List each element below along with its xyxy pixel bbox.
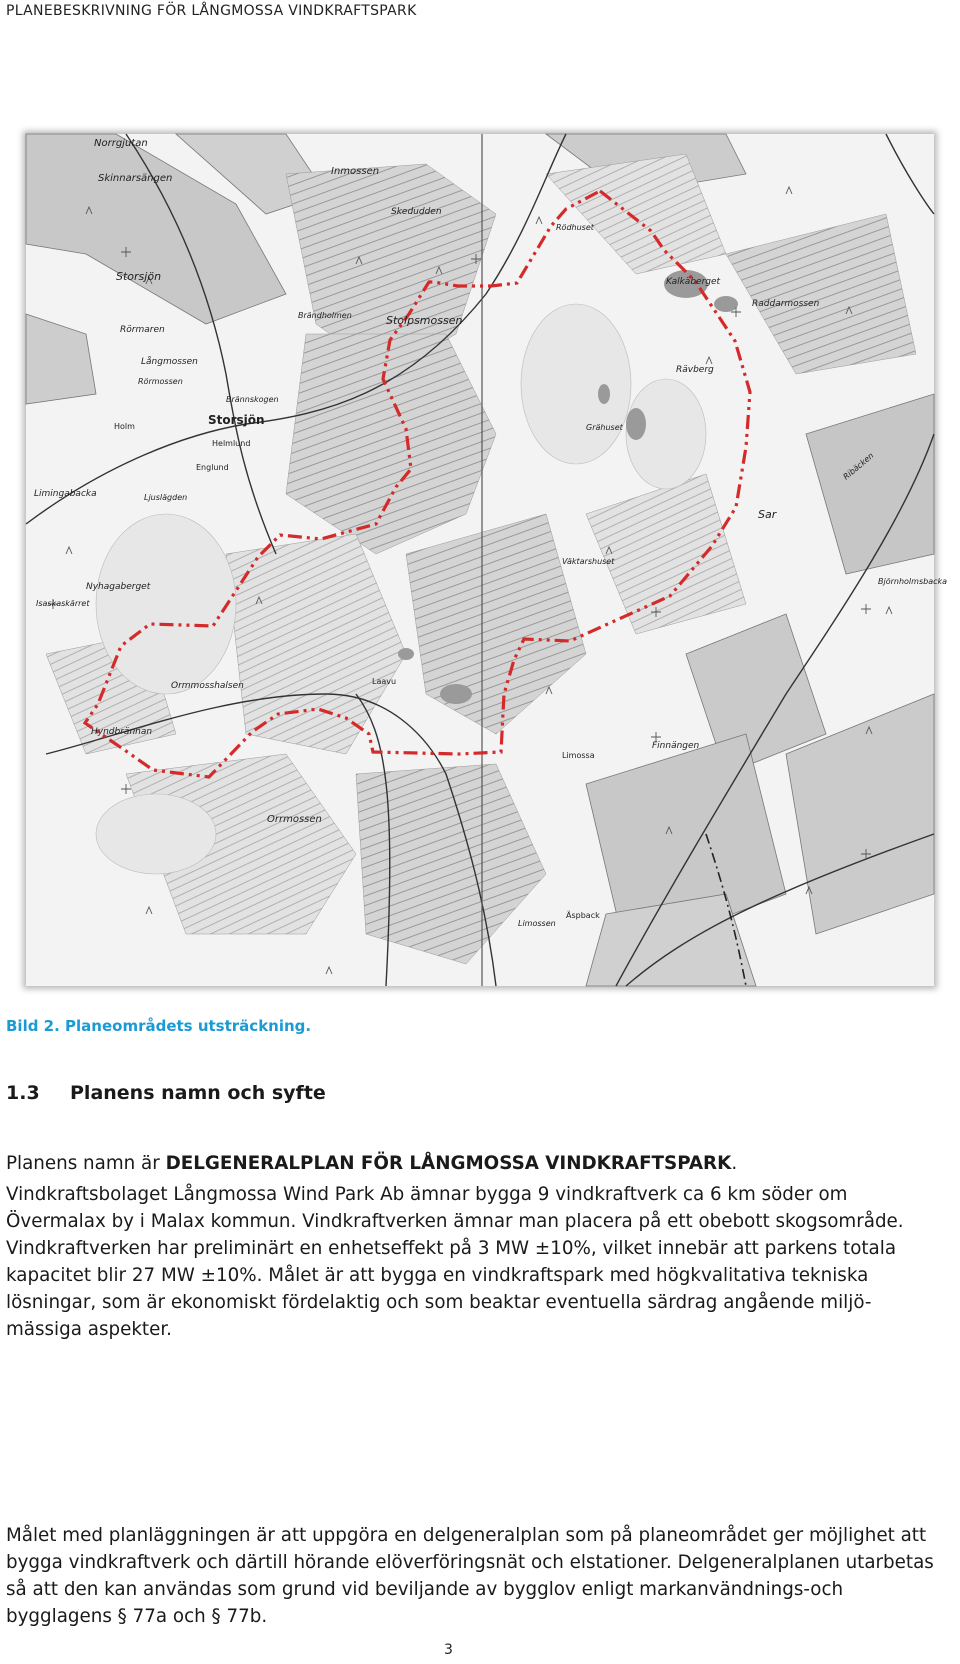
map-label: Skedudden xyxy=(391,207,442,217)
map-label: Storsjön xyxy=(116,270,162,283)
map-label: Stolpsmossen xyxy=(386,314,463,327)
planning-area-map xyxy=(26,134,948,986)
map-label: Isaskaskärret xyxy=(36,599,90,608)
map-label: Grähuset xyxy=(586,423,623,432)
map-label: Ormmosshalsen xyxy=(171,681,244,691)
map-label: Ribäcken xyxy=(841,450,876,482)
figure-caption: Bild 2. Planeområdets utsträckning. xyxy=(6,1017,312,1035)
map-label: Limossa xyxy=(562,751,595,760)
map-label: Limingabacka xyxy=(34,489,97,499)
map-label: Laavu xyxy=(372,677,397,686)
map-label: Björnholmsbacka xyxy=(878,577,948,586)
map-label: Finnängen xyxy=(652,741,700,751)
paragraph-planning-goal: Målet med planläggningen är att uppgöra en delgeneralplan som på planeområdet ger möjlighet att bygga vindkraftverk och därtill hörande elöverföringsnät och elstationer. Delgeneralplanen utarbetas så att den kan användas som grund vid beviljande av bygglov enligt markanvändnings-och bygglagens § 77a och § 77b. xyxy=(6,1525,934,1627)
map-label: Väktarshuset xyxy=(562,557,615,566)
map-label: Långmossen xyxy=(141,357,198,367)
map-label: Helmlund xyxy=(212,439,251,448)
map-label: Sar xyxy=(758,508,777,521)
map-label: Nyhagaberget xyxy=(86,582,151,592)
map-label: Brändholmen xyxy=(298,311,352,320)
section-heading xyxy=(6,1082,326,1104)
paragraph-project-description: Vindkraftsbolaget Långmossa Wind Park Ab ämnar bygga 9 vindkraftverk ca 6 km söder om Övermalax by i Malax kommun. Vindkraftverken ämnar man placera på ett obebott skogsområde. Vindkraftverken har preliminärt en enhetseffekt på 3 MW ±10%, vilket innebär att parkens totala kapacitet blir 27 MW ±10%. Målet är att bygga en vindkraftspark med högkvalitativa tekniska lösningar, som är ekonomiskt fördelaktig och som beaktar eventuella särdrag angående miljö-mässiga aspekter. xyxy=(6,1184,904,1340)
map-label: Äspback xyxy=(566,911,600,920)
map-label: Rödhuset xyxy=(556,223,594,232)
map-label: Englund xyxy=(196,463,229,472)
map-label: Skinnarsängen xyxy=(98,173,173,184)
map-label: Limossen xyxy=(518,919,556,928)
map-label: Brännskogen xyxy=(226,395,279,404)
map-label: Storsjön xyxy=(208,413,265,427)
map-label: Norrgjutan xyxy=(94,138,148,149)
map-label: Rävberg xyxy=(676,365,714,375)
map-label: Inmossen xyxy=(331,166,380,177)
map-label: Kalkäberget xyxy=(666,277,721,287)
page-number: 3 xyxy=(444,1642,453,1658)
plan-name-suffix: . xyxy=(731,1153,738,1174)
plan-name-prefix: Planens namn är xyxy=(6,1153,166,1174)
map-label: Rörmossen xyxy=(138,377,183,386)
map-label: Orrmossen xyxy=(267,814,322,825)
map-label: Rörmaren xyxy=(120,325,165,335)
paragraph-plan-name xyxy=(6,1150,936,1177)
map-label: Hyndbrännan xyxy=(91,727,153,737)
map-label: Holm xyxy=(114,422,135,431)
plan-name-strong: DELGENERALPLAN FÖR LÅNGMOSSA VINDKRAFTSPARK xyxy=(165,1153,732,1174)
section-title: Planens namn och syfte xyxy=(70,1082,326,1104)
map-label: Raddarmossen xyxy=(752,299,820,309)
section-number: 1.3 xyxy=(6,1082,40,1104)
page-header: PLANEBESKRIVNING FÖR LÅNGMOSSA VINDKRAFTSPARK xyxy=(6,3,417,19)
map-label: Ljuslägden xyxy=(144,493,188,502)
